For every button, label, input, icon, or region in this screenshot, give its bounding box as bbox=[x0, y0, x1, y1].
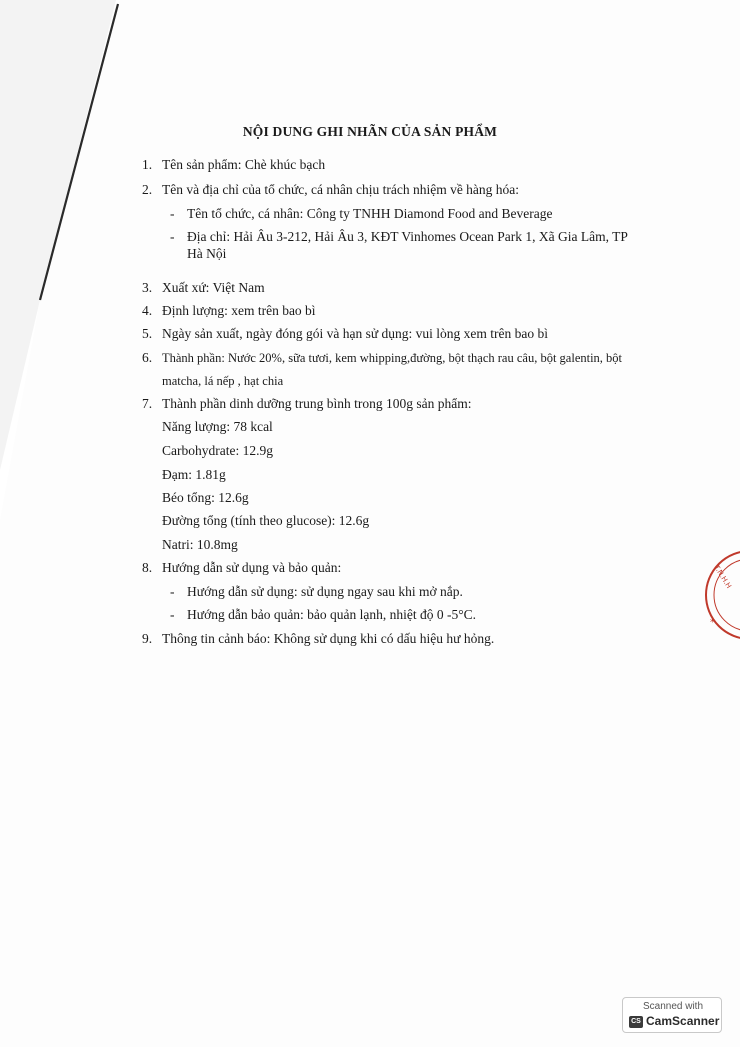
item-origin: Xuất xứ: Việt Nam bbox=[162, 280, 265, 295]
item-responsible-org: Tên và địa chỉ của tổ chức, cá nhân chịu trách nhiệm về hàng hóa: bbox=[162, 182, 520, 197]
item-guide: Hướng dẫn sử dụng và bảo quản: bbox=[162, 560, 342, 575]
item-warning: Thông tin cảnh báo: Không sử dụng khi có dấu hiệu hư hỏng. bbox=[162, 631, 495, 646]
item-ingredients-line-2: matcha, lá nếp , hạt chia bbox=[162, 374, 284, 388]
nutrition-carbohydrate: Carbohydrate: 12.9g bbox=[162, 443, 273, 458]
item-product-name: Tên sản phẩm: Chè khúc bạch bbox=[162, 157, 326, 172]
camscanner-watermark bbox=[622, 997, 722, 1033]
svg-text:*: * bbox=[710, 618, 715, 628]
org-address-dash: - bbox=[170, 229, 175, 244]
nutrition-sodium: Natri: 10.8mg bbox=[162, 537, 238, 552]
nutrition-protein: Đạm: 1.81g bbox=[162, 467, 226, 482]
stamp-text: T.N.H.H bbox=[712, 563, 733, 590]
watermark-brand: CamScanner bbox=[646, 1014, 720, 1028]
item-number-5: 5. bbox=[142, 326, 153, 341]
guide-storage: Hướng dẫn bảo quản: bảo quản lạnh, nhiệt độ 0 -5°C. bbox=[187, 607, 477, 622]
company-seal-stamp bbox=[680, 545, 740, 645]
item-number-3: 3. bbox=[142, 280, 153, 295]
org-address-line-2: Hà Nội bbox=[187, 246, 227, 261]
camscanner-logo-icon: CS bbox=[629, 1016, 643, 1028]
item-number-2: 2. bbox=[142, 182, 153, 197]
nutrition-fat: Béo tổng: 12.6g bbox=[162, 490, 249, 505]
item-ingredients: Thành phần: Nước 20%, sữa tươi, kem whipping,đường, bột thạch rau câu, bột galentin, bột bbox=[162, 351, 623, 365]
org-name: Tên tổ chức, cá nhân: Công ty TNHH Diamond Food and Beverage bbox=[187, 206, 553, 221]
nutrition-sugar: Đường tổng (tính theo glucose): 12.6g bbox=[162, 513, 370, 528]
item-number-6: 6. bbox=[142, 350, 153, 365]
guide-use-dash: - bbox=[170, 584, 175, 599]
item-number-1: 1. bbox=[142, 157, 153, 172]
item-number-7: 7. bbox=[142, 396, 153, 411]
guide-storage-dash: - bbox=[170, 607, 175, 622]
org-address: Địa chỉ: Hải Âu 3-212, Hải Âu 3, KĐT Vinhomes Ocean Park 1, Xã Gia Lâm, TP bbox=[187, 229, 628, 244]
document-title: NỘI DUNG GHI NHÃN CỦA SẢN PHẨM bbox=[242, 124, 498, 139]
item-quantity: Định lượng: xem trên bao bì bbox=[162, 303, 316, 318]
item-nutrition: Thành phần dinh dưỡng trung bình trong 100g sản phẩm: bbox=[162, 396, 472, 411]
item-number-4: 4. bbox=[142, 303, 153, 318]
nutrition-energy: Năng lượng: 78 kcal bbox=[162, 419, 273, 434]
guide-use: Hướng dẫn sử dụng: sử dụng ngay sau khi mở nắp. bbox=[187, 584, 463, 599]
org-name-dash: - bbox=[170, 206, 175, 221]
watermark-caption: Scanned with bbox=[642, 1001, 704, 1012]
item-number-8: 8. bbox=[142, 560, 153, 575]
item-number-9: 9. bbox=[142, 631, 153, 646]
item-dates: Ngày sản xuất, ngày đóng gói và hạn sử dụng: vui lòng xem trên bao bì bbox=[162, 326, 549, 341]
